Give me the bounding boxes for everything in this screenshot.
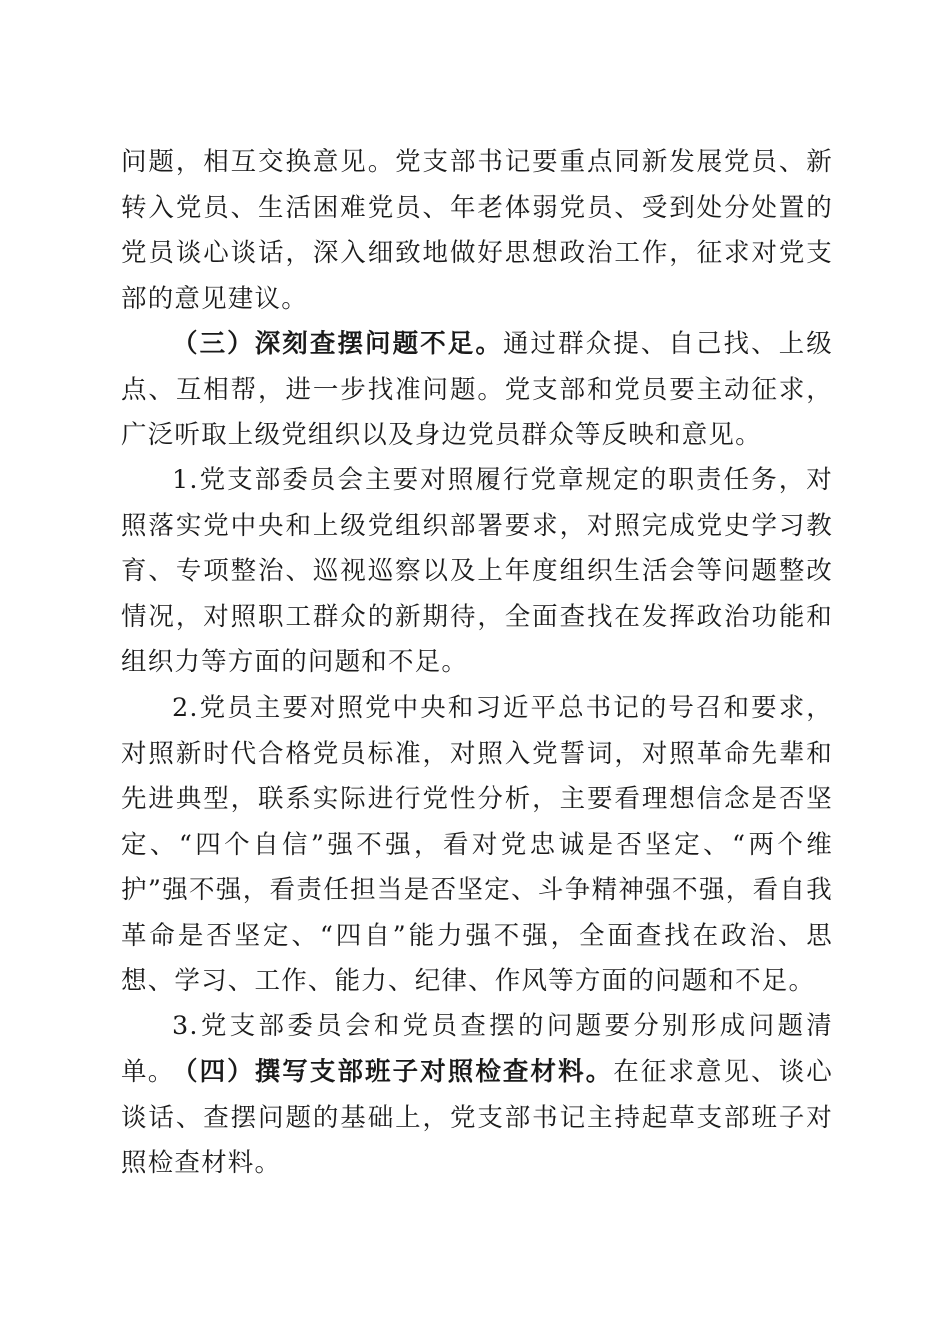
paragraph-section-3 xyxy=(121,322,833,459)
paragraph-item-1: 1.党支部委员会主要对照履行党章规定的职责任务，对照落实党中央和上级党组织部署要求，对照完成党史学习教育、专项整治、巡视巡察以及上年度组织生活会等问题整改情况，对照职工群众的新期待，全面查找在发挥政治功能和组织力等方面的问题和不足。 xyxy=(121,465,833,677)
section-4-heading: （四）撰写支部班子对照检查材料。 xyxy=(172,1057,614,1087)
paragraph-section-4 xyxy=(121,1050,833,1187)
paragraph-continuation: 问题，相互交换意见。党支部书记要重点同新发展党员、新转入党员、生活困难党员、年老体弱党员、受到处分处置的党员谈心谈话，深入细致地做好思想政治工作，征求对党支部的意见建议。 xyxy=(121,147,833,314)
section-3-heading: （三）深刻查摆问题不足。 xyxy=(172,329,503,359)
paragraph-item-3: 3.党支部委员会和党员查摆的问题要分别形成问题清单。 xyxy=(121,1011,833,1087)
paragraph-item-2: 2.党员主要对照党中央和习近平总书记的号召和要求，对照新时代合格党员标准，对照入党誓词，对照革命先辈和先进典型，联系实际进行党性分析，主要看理想信念是否坚定、“四个自信”强不强，看对党忠诚是否坚定、“两个维护”强不强，看责任担当是否坚定、斗争精神强不强，看自我革命是否坚定、“四自”能力强不强，全面查找在政治、思想、学习、工作、能力、纪律、作风等方面的问题和不足。 xyxy=(121,693,833,996)
section-4-body: 在征求意见、谈心谈话、查摆问题的基础上，党支部书记主持起草支部班子对照检查材料。 xyxy=(121,1057,833,1178)
section-3-body: 通过群众提、自己找、上级点、互相帮，进一步找准问题。党支部和党员要主动征求，广泛听取上级党组织以及身边党员群众等反映和意见。 xyxy=(121,329,833,450)
